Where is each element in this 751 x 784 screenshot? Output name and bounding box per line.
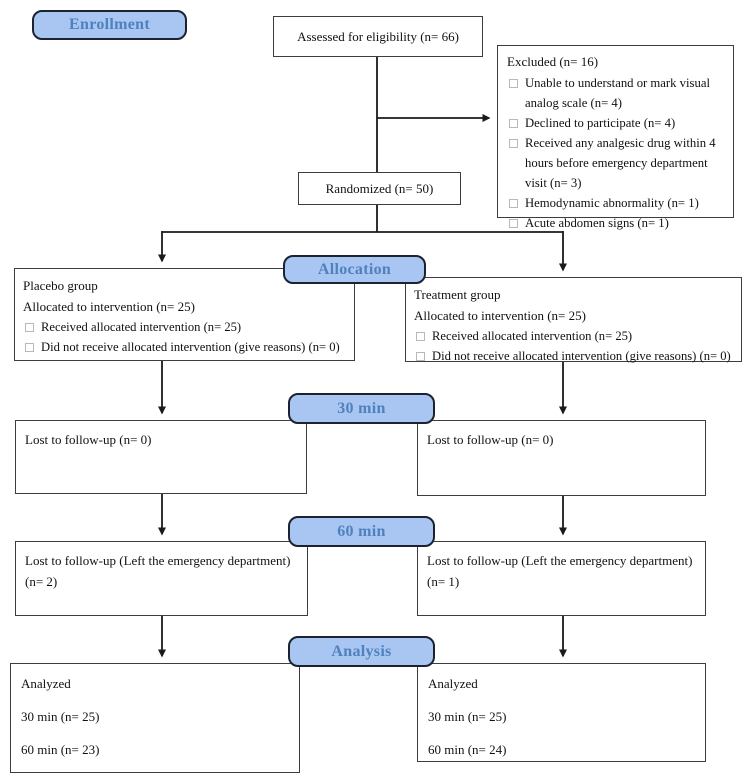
- excluded-reason-item: [507, 193, 724, 213]
- analysis-stage-label: Analysis: [288, 636, 435, 667]
- checkbox-bullet-icon: [509, 199, 518, 208]
- excluded-reason-item: [507, 113, 724, 133]
- followup-30min-placebo-box: [15, 420, 307, 494]
- treatment-item: [414, 326, 733, 346]
- stage-label-30min: 30 min: [288, 393, 435, 424]
- analysis-treatment-box: [417, 663, 706, 762]
- checkbox-bullet-icon: [509, 79, 518, 88]
- checkbox-bullet-icon: [25, 323, 34, 332]
- placebo-item: [23, 337, 346, 357]
- treatment-item-text: Received allocated intervention (n= 25): [432, 329, 633, 343]
- checkbox-bullet-icon: [416, 332, 425, 341]
- allocation-stage-label: Allocation: [283, 255, 426, 284]
- enrollment-stage-label: Enrollment: [32, 10, 187, 40]
- analysis-treatment-30min: 30 min (n= 25): [428, 709, 507, 724]
- excluded-reason-text: Received any analgesic drug within 4 hours before emergency department visit (n= 3): [525, 136, 716, 190]
- placebo-item-text: Did not receive allocated intervention (give reasons) (n= 0): [41, 340, 340, 354]
- excluded-reason-text: Declined to participate (n= 4): [525, 116, 676, 130]
- randomized-box: [298, 172, 461, 205]
- treatment-item: [414, 346, 733, 366]
- excluded-reason-item: [507, 133, 724, 193]
- followup-30min-treatment-box: [417, 420, 706, 496]
- excluded-reason-text: Hemodynamic abnormality (n= 1): [525, 196, 699, 210]
- checkbox-bullet-icon: [416, 352, 425, 361]
- randomized-text: Randomized (n= 50): [325, 181, 434, 196]
- analysis-placebo-box: [10, 663, 300, 773]
- excluded-reason-text: Unable to understand or mark visual analog scale (n= 4): [525, 76, 710, 110]
- checkbox-bullet-icon: [509, 219, 518, 228]
- treatment-item-text: Did not receive allocated intervention (give reasons) (n= 0): [432, 349, 731, 363]
- excluded-reason-item: [507, 73, 724, 113]
- analysis-placebo-60min: 60 min (n= 23): [21, 742, 100, 757]
- analysis-treatment-title: Analyzed: [428, 676, 478, 691]
- followup-60min-placebo-text: Lost to follow-up (Left the emergency department): [25, 553, 291, 568]
- excluded-title: Excluded (n= 16): [507, 54, 599, 69]
- followup-60min-placebo-box: [15, 541, 308, 616]
- checkbox-bullet-icon: [509, 139, 518, 148]
- stage-label-60min: 60 min: [288, 516, 435, 547]
- followup-60min-treatment-text: Lost to follow-up (Left the emergency department): [427, 553, 693, 568]
- analysis-placebo-30min: 30 min (n= 25): [21, 709, 100, 724]
- followup-60min-treatment-count: (n= 1): [427, 574, 460, 589]
- assessed-eligibility-box: [273, 16, 483, 57]
- excluded-reason-text: Acute abdomen signs (n= 1): [525, 216, 669, 230]
- followup-30min-placebo-text: Lost to follow-up (n= 0): [25, 432, 152, 447]
- treatment-group-box: [405, 277, 742, 362]
- placebo-allocated-text: Allocated to intervention (n= 25): [23, 299, 195, 314]
- placebo-item: [23, 317, 346, 337]
- followup-60min-placebo-count: (n= 2): [25, 574, 58, 589]
- placebo-item-text: Received allocated intervention (n= 25): [41, 320, 242, 334]
- checkbox-bullet-icon: [509, 119, 518, 128]
- analysis-treatment-60min: 60 min (n= 24): [428, 742, 507, 757]
- followup-30min-treatment-text: Lost to follow-up (n= 0): [427, 432, 554, 447]
- followup-60min-treatment-box: [417, 541, 706, 616]
- treatment-allocated-text: Allocated to intervention (n= 25): [414, 308, 586, 323]
- assessed-eligibility-text: Assessed for eligibility (n= 66): [297, 29, 459, 44]
- analysis-placebo-title: Analyzed: [21, 676, 71, 691]
- treatment-group-title: Treatment group: [414, 287, 501, 302]
- placebo-group-title: Placebo group: [23, 278, 98, 293]
- checkbox-bullet-icon: [25, 343, 34, 352]
- excluded-reason-item: [507, 213, 724, 233]
- excluded-box: [497, 45, 734, 230]
